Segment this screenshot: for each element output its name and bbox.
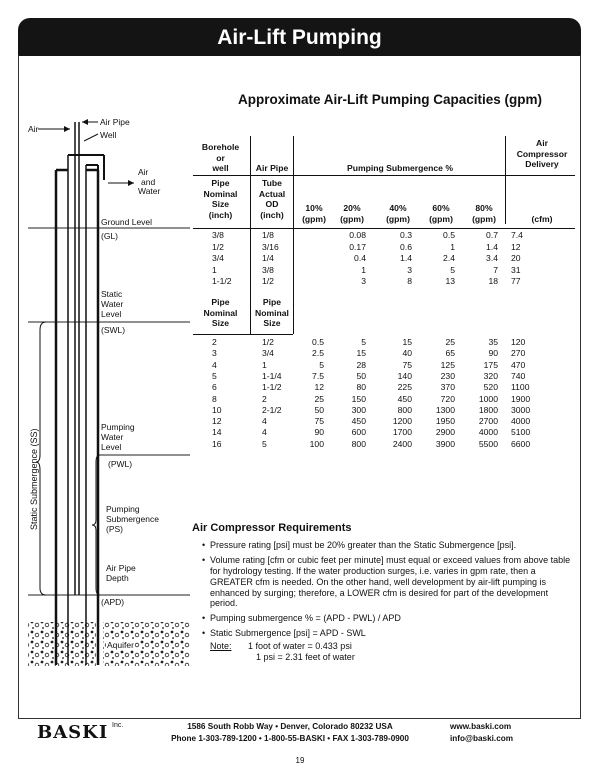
rows2-cell: 75 — [314, 416, 324, 427]
rows1-cell: 1 — [212, 264, 217, 275]
rows1-cell: 0.4 — [354, 253, 366, 263]
rows2-cell: 1800 — [478, 404, 498, 415]
gl-label: (GL) — [101, 231, 118, 241]
subheader-80pct: 80% (gpm) — [472, 203, 496, 224]
air-pipe-depth-label: Air Pipe Depth — [106, 563, 136, 583]
conversion-note — [192, 641, 574, 663]
rows2-cell: 80 — [356, 382, 366, 393]
rows1-cell: 3/8 — [212, 230, 224, 240]
logo-inc: Inc. — [112, 722, 124, 729]
rows2-cell: 5 — [212, 370, 217, 381]
rows2-cell: 3000 — [511, 404, 531, 415]
rows2-cell: 16 — [212, 438, 222, 449]
rows2-cell: 1200 — [392, 416, 412, 427]
rows2-cell: 4000 — [511, 416, 531, 427]
rows2-cell: 8 — [212, 393, 217, 404]
rows2-cell: 28 — [356, 359, 366, 370]
rows2-cell: 150 — [351, 393, 366, 404]
email-link[interactable]: info@baski.com — [450, 734, 514, 743]
rows2-cell: 600 — [351, 427, 366, 438]
rows2-cell: 25 — [445, 337, 455, 347]
rows1-cell: 31 — [511, 264, 521, 275]
table-title: Approximate Air-Lift Pumping Capacities (gpm) — [237, 92, 543, 107]
rows2-cell: 2.5 — [312, 348, 324, 359]
rows1-cell: 0.08 — [349, 230, 366, 240]
rows2-cell: 175 — [483, 359, 498, 370]
rows1-cell: 1-1/2 — [212, 276, 232, 286]
rows2-cell: 7.5 — [312, 370, 324, 381]
rows1-cell: 2.4 — [443, 253, 455, 263]
rows2-cell: 2-1/2 — [262, 404, 282, 415]
ground-level-label: Ground Level — [101, 217, 153, 227]
page-number: 19 — [295, 756, 305, 765]
static-submergence-label: Static Submergence (SS) — [29, 428, 39, 530]
rows2-cell: 125 — [440, 359, 455, 370]
rows1-cell: 1.4 — [400, 253, 412, 263]
rows2-cell: 470 — [511, 359, 526, 370]
rows2-cell: 90 — [488, 348, 498, 359]
rows2-cell: 5 — [361, 337, 366, 347]
rows1-cell: 3/4 — [212, 253, 224, 263]
rows2-cell: 5 — [319, 359, 324, 370]
footer-address: 1586 South Robb Way • Denver, Colorado 80232 USA Phone 1-303-789-1200 • 1-800-55-BASKI • FAX 1-303-789-0900 — [171, 722, 409, 743]
aquifer-label: Aquifer — [107, 640, 134, 650]
rows2-cell: 2900 — [435, 427, 455, 438]
rows2-cell: 1000 — [478, 393, 498, 404]
rows1-cell: 1 — [450, 241, 455, 252]
header-air-pipe: Air Pipe — [255, 163, 289, 173]
air-water-label: Air and Water — [138, 167, 161, 196]
rows2-cell: 14 — [212, 427, 222, 438]
rows2-cell: 740 — [511, 370, 526, 381]
pumping-water-level-label: Pumping Water Level — [101, 422, 135, 452]
requirement-static-submergence: • Static Submergence [psi] = APD - SWL — [202, 628, 574, 639]
rows2-cell: 4 — [212, 359, 217, 370]
rows2-cell: 75 — [402, 359, 412, 370]
baski-logo: BASKI — [37, 722, 109, 743]
rows1-cell: 12 — [511, 241, 521, 252]
rows1-cell: 3/16 — [262, 241, 279, 252]
rows2-cell: 5100 — [511, 427, 531, 438]
pwl-label: (PWL) — [108, 459, 133, 469]
rows2-cell: 10 — [212, 404, 222, 415]
header-compressor: Air Compressor Delivery — [516, 138, 568, 169]
rows2-cell: 50 — [314, 404, 324, 415]
subheader2-pipe-nominal-2: Pipe Nominal Size — [255, 297, 289, 328]
footer-contact — [450, 721, 513, 745]
rows1-cell: 7.4 — [511, 230, 523, 240]
rows2-cell: 1 — [262, 359, 267, 370]
subheader-tube-actual: Tube Actual OD (inch) — [258, 178, 286, 220]
air-pipe-label: Air Pipe — [100, 117, 130, 127]
rows2-cell: 3 — [212, 348, 217, 359]
rows2-cell: 15 — [356, 348, 366, 359]
rows1-cell: 1/2 — [262, 276, 274, 286]
swl-label: (SWL) — [101, 325, 126, 335]
rows2-cell: 2 — [212, 337, 217, 347]
rows2-cell: 800 — [351, 438, 366, 449]
rows2-cell: 3/4 — [262, 348, 274, 359]
rows2-cell: 100 — [309, 438, 324, 449]
requirement-volume: • Volume rating [cfm or cubic feet per minute] must equal or exceed values from above table for hydrology testing. If the water production surges, i.e. varies in gpm rate, then a GREATER cfm is needed. On the other hand, well development by air-lift pumping is enhanced by surging; therefore, a LOWER cfm is desired for part of the development period. — [202, 555, 574, 610]
rows2-cell: 12 — [212, 416, 222, 427]
rows1-cell: 0.17 — [349, 241, 366, 252]
rows2-cell: 1300 — [435, 404, 455, 415]
rows1-cell: 0.5 — [443, 230, 455, 240]
static-water-level-label: Static Water Level — [101, 289, 124, 319]
note-line: 1 foot of water = 0.433 psi — [248, 641, 352, 652]
rows1-cell: 1/2 — [212, 241, 224, 252]
rows1-cell: 0.3 — [400, 230, 412, 240]
requirements-title: Air Compressor Requirements — [192, 522, 352, 534]
header-pumping-submergence: Pumping Submergence % — [346, 163, 453, 173]
rows2-cell: 230 — [440, 370, 455, 381]
subheader2-pipe-nominal: Pipe Nominal Size — [203, 297, 238, 328]
pumping-submergence-label: Pumping Submergence (PS) — [106, 504, 159, 534]
rows1-cell: 1 — [361, 264, 366, 275]
page-title: Air-Lift Pumping — [18, 18, 581, 56]
rows2-cell: 1100 — [511, 382, 530, 393]
rows2-cell: 4000 — [478, 427, 498, 438]
rows1-cell: 1.4 — [486, 241, 498, 252]
rows2-cell: 2 — [262, 393, 267, 404]
rows2-cell: 720 — [440, 393, 455, 404]
rows2-cell: 0.5 — [312, 337, 324, 347]
table-divider — [293, 136, 294, 334]
rows2-cell: 2700 — [478, 416, 498, 427]
requirement-pumping-submergence: • Pumping submergence % = (APD - PWL) / APD — [202, 613, 574, 624]
rows2-cell: 2400 — [392, 438, 412, 449]
rows2-cell: 320 — [483, 370, 498, 381]
subheader-10pct: 10% (gpm) — [302, 203, 326, 224]
rows1-cell: 77 — [511, 276, 521, 286]
compressor-requirements — [192, 523, 574, 663]
rows2-cell: 4 — [262, 416, 267, 427]
rows2-cell: 520 — [483, 382, 498, 393]
rows1-cell: 5 — [450, 264, 455, 275]
header-borehole: Borehole or well — [201, 142, 240, 173]
subheader-cfm: (cfm) — [531, 214, 553, 224]
subheader-20pct: 20% (gpm) — [340, 203, 364, 224]
rows2-cell: 4 — [262, 427, 267, 438]
rows2-cell: 25 — [314, 393, 324, 404]
rows2-cell: 270 — [511, 348, 526, 359]
note-label: Note: — [210, 641, 232, 652]
rows2-cell: 65 — [445, 348, 455, 359]
rows2-cell: 1700 — [392, 427, 412, 438]
rows2-cell: 1950 — [435, 416, 455, 427]
well-label: Well — [100, 130, 117, 140]
rows2-cell: 12 — [314, 382, 324, 393]
table-header-rule — [193, 334, 293, 335]
website-link[interactable]: www.baski.com — [450, 722, 512, 731]
apd-label: (APD) — [101, 597, 125, 607]
rows2-cell: 15 — [402, 337, 412, 347]
rows1-cell: 7 — [493, 264, 498, 275]
rows2-cell: 50 — [356, 370, 366, 381]
rows2-cell: 370 — [440, 382, 455, 393]
rows2-cell: 35 — [488, 337, 498, 347]
rows1-cell: 1/8 — [262, 230, 274, 240]
requirement-pressure: • Pressure rating [psi] must be 20% greater than the Static Submergence [psi]. — [202, 540, 574, 551]
rows1-cell: 8 — [407, 276, 412, 286]
note-line: 1 psi = 2.31 feet of water — [256, 652, 355, 663]
table-header-rule — [193, 175, 575, 176]
rows1-cell: 18 — [488, 276, 498, 286]
rows1-cell: 0.7 — [486, 230, 498, 240]
rows2-cell: 225 — [397, 382, 412, 393]
rows2-cell: 300 — [351, 404, 366, 415]
rows1-cell: 3/8 — [262, 264, 274, 275]
rows2-cell: 1-1/2 — [262, 382, 282, 393]
rows2-cell: 5500 — [478, 438, 498, 449]
table-header-rule — [193, 228, 575, 229]
rows1-cell: 20 — [511, 253, 521, 263]
air-label: Air — [28, 124, 39, 134]
rows2-cell: 120 — [511, 337, 526, 347]
rows2-cell: 40 — [402, 348, 412, 359]
rows1-cell: 0.6 — [400, 241, 412, 252]
rows1-cell: 13 — [445, 276, 455, 286]
rows2-cell: 3900 — [435, 438, 455, 449]
rows1-cell: 3 — [361, 276, 366, 286]
rows2-cell: 1-1/4 — [262, 370, 282, 381]
rows2-cell: 1/2 — [262, 337, 274, 347]
rows1-cell: 3.4 — [486, 253, 498, 263]
rows2-cell: 800 — [397, 404, 412, 415]
subheader-pipe-nominal: Pipe Nominal Size (inch) — [203, 178, 238, 220]
rows2-cell: 6 — [212, 382, 217, 393]
subheader-60pct: 60% (gpm) — [429, 203, 453, 224]
rows2-cell: 450 — [397, 393, 412, 404]
rows1-cell: 1/4 — [262, 253, 274, 263]
rows2-cell: 5 — [262, 438, 267, 449]
rows2-cell: 6600 — [511, 438, 531, 449]
rows2-cell: 1900 — [511, 393, 531, 404]
rows2-cell: 140 — [397, 370, 412, 381]
rows2-cell: 450 — [351, 416, 366, 427]
rows1-cell: 3 — [407, 264, 412, 275]
subheader-40pct: 40% (gpm) — [386, 203, 410, 224]
rows2-cell: 90 — [314, 427, 324, 438]
